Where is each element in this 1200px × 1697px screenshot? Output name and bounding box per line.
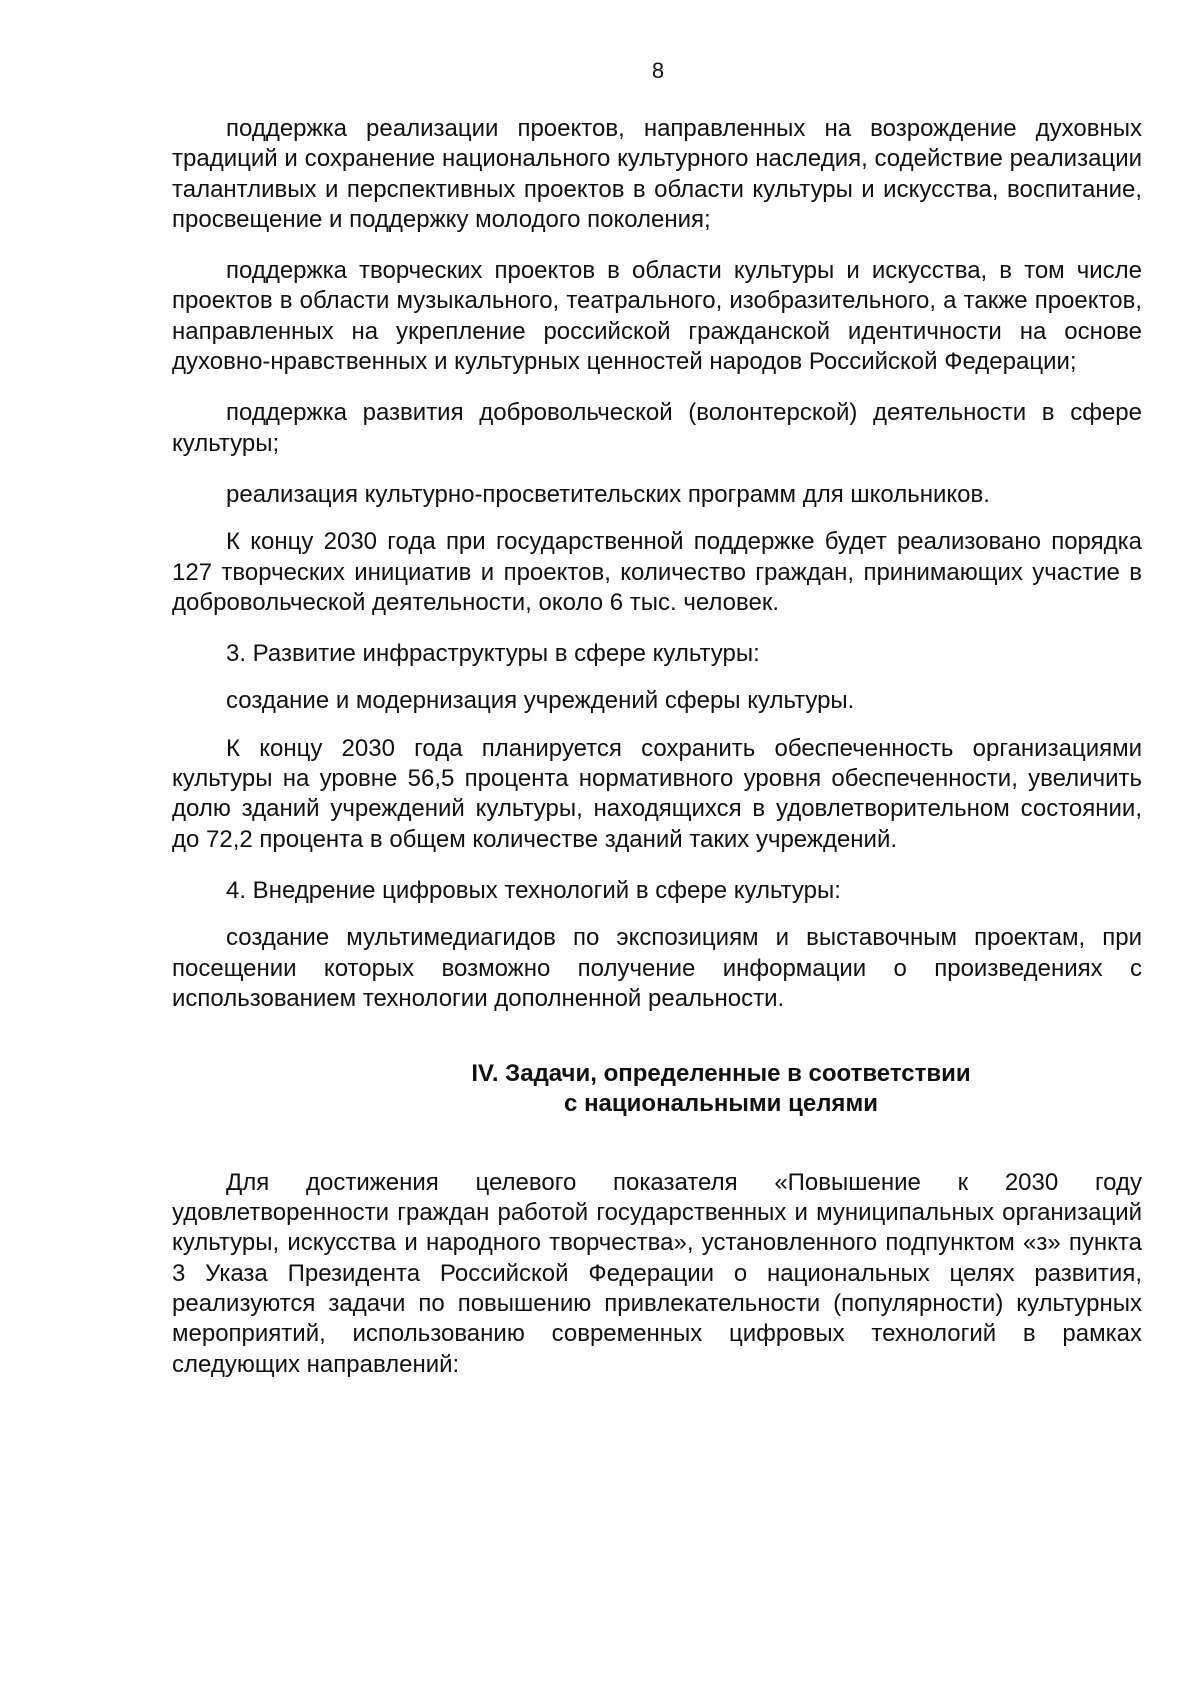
paragraph: Для достижения целевого показателя «Повышение к 2030 году удовлетворенности граждан работой государственных и муниципальных организаций культуры, искусства и народного творчества», установленного подпунктом «з» пункта 3 Указа Президента Российской Федерации о национальных целях развития, реализуются задачи по повышению привлекательности (популярности) культурных мероприятий, использованию современных цифровых технологий в рамках следующих направлений: (172, 1168, 1142, 1378)
section-heading (172, 1059, 1142, 1120)
paragraph: реализация культурно-просветительских программ для школьников. (226, 480, 990, 508)
section-heading-line-1: IV. Задачи, определенные в соответствии (471, 1060, 971, 1088)
paragraph: К концу 2030 года при государственной поддержке будет реализовано порядка 127 творческих инициатив и проектов, количество граждан, принимающих участие в добровольческой деятельности, около 6 тыс. человек. (172, 528, 1142, 616)
section-item-heading: 4. Внедрение цифровых технологий в сфере культуры: (226, 876, 841, 904)
paragraph: поддержка реализации проектов, направленных на возрождение духовных традиций и сохранение национального культурного наследия, содействие реализации талантливых и перспективных проектов в области культуры и искусства, воспитание, просвещение и поддержку молодого поколения; (172, 115, 1142, 233)
paragraph: К концу 2030 года планируется сохранить обеспеченность организациями культуры на уровне 56,5 процента нормативного уровня обеспеченности, увеличить долю зданий учреждений культуры, находящихся в удовлетворительном состоянии, до 72,2 процента в общем количестве зданий таких учреждений. (172, 734, 1142, 853)
page-number: 8 (651, 58, 665, 83)
paragraph: поддержка творческих проектов в области культуры и искусства, в том числе проектов в области музыкального, театрального, изобразительного, а также проектов, направленных на укрепление российской гражданской идентичности на основе духовно-нравственных и культурных ценностей народов Российской Федерации; (172, 257, 1142, 376)
paragraph: создание и модернизация учреждений сферы культуры. (226, 687, 855, 715)
paragraph: поддержка развития добровольческой (волонтерской) деятельности в сфере культуры; (172, 399, 1142, 457)
section-item-heading: 3. Развитие инфраструктуры в сфере культуры: (226, 640, 760, 668)
document-body (172, 114, 1142, 1401)
section-heading-line-2: с национальными целями (564, 1090, 878, 1118)
paragraph: создание мультимедиагидов по экспозициям и выставочным проектам, при посещении которых возможно получение информации о произведениях с использованием технологии дополненной реальности. (172, 924, 1142, 1012)
